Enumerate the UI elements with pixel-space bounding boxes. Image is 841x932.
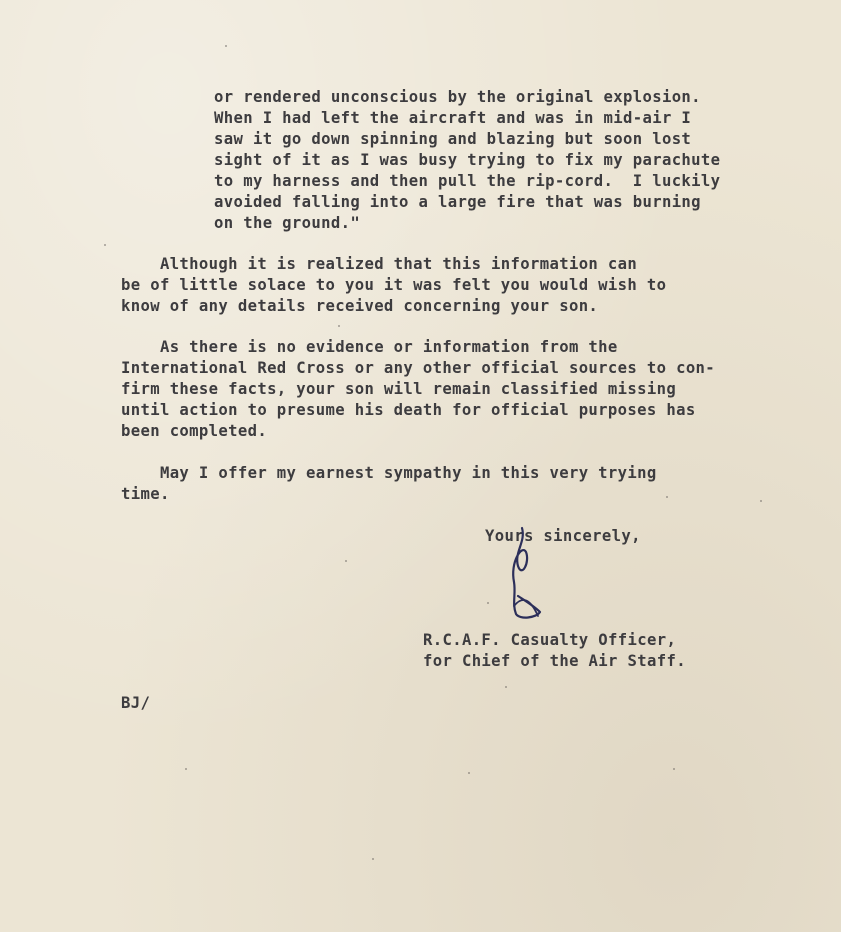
paper-speck [760, 500, 762, 502]
paper-speck [225, 45, 227, 47]
paragraph-line: know of any details received concerning your son. [121, 297, 599, 315]
quote-line: or rendered unconscious by the original explosion. [214, 88, 701, 106]
closing: Yours sincerely, [485, 527, 641, 545]
paragraph-line: Although it is realized that this information can [121, 255, 638, 273]
paragraph-line: As there is no evidence or information from the [121, 338, 618, 356]
quote-line: avoided falling into a large fire that was burning [214, 193, 701, 211]
paper-speck [505, 686, 507, 688]
reference-initials: BJ/ [121, 694, 151, 712]
signatory-subtitle: for Chief of the Air Staff. [423, 652, 686, 670]
quote-line: saw it go down spinning and blazing but soon lost [214, 130, 692, 148]
paper-speck [673, 768, 675, 770]
quote-line: sight of it as I was busy trying to fix my parachute [214, 151, 721, 169]
paper-speck [487, 602, 489, 604]
paper-speck [372, 858, 374, 860]
paper-speck [104, 244, 106, 246]
paragraph-line: May I offer my earnest sympathy in this very trying [121, 464, 657, 482]
paragraph-line: International Red Cross or any other official sources to con- [121, 359, 716, 377]
paragraph-line: time. [121, 485, 170, 503]
paragraph-line: until action to presume his death for official purposes has [121, 401, 696, 419]
paper-speck [338, 325, 340, 327]
paragraph-line: be of little solace to you it was felt you would wish to [121, 276, 667, 294]
paper-speck [468, 772, 470, 774]
paragraph-line: been completed. [121, 422, 268, 440]
quote-line: to my harness and then pull the rip-cord. I luckily [214, 172, 721, 190]
quote-line: When I had left the aircraft and was in mid-air I [214, 109, 692, 127]
quote-line: on the ground." [214, 214, 361, 232]
signature [500, 522, 560, 622]
paragraph-line: firm these facts, your son will remain classified missing [121, 380, 677, 398]
paper-speck [185, 768, 187, 770]
signatory-title: R.C.A.F. Casualty Officer, [423, 631, 677, 649]
paper-speck [666, 496, 668, 498]
paper-speck [345, 560, 347, 562]
